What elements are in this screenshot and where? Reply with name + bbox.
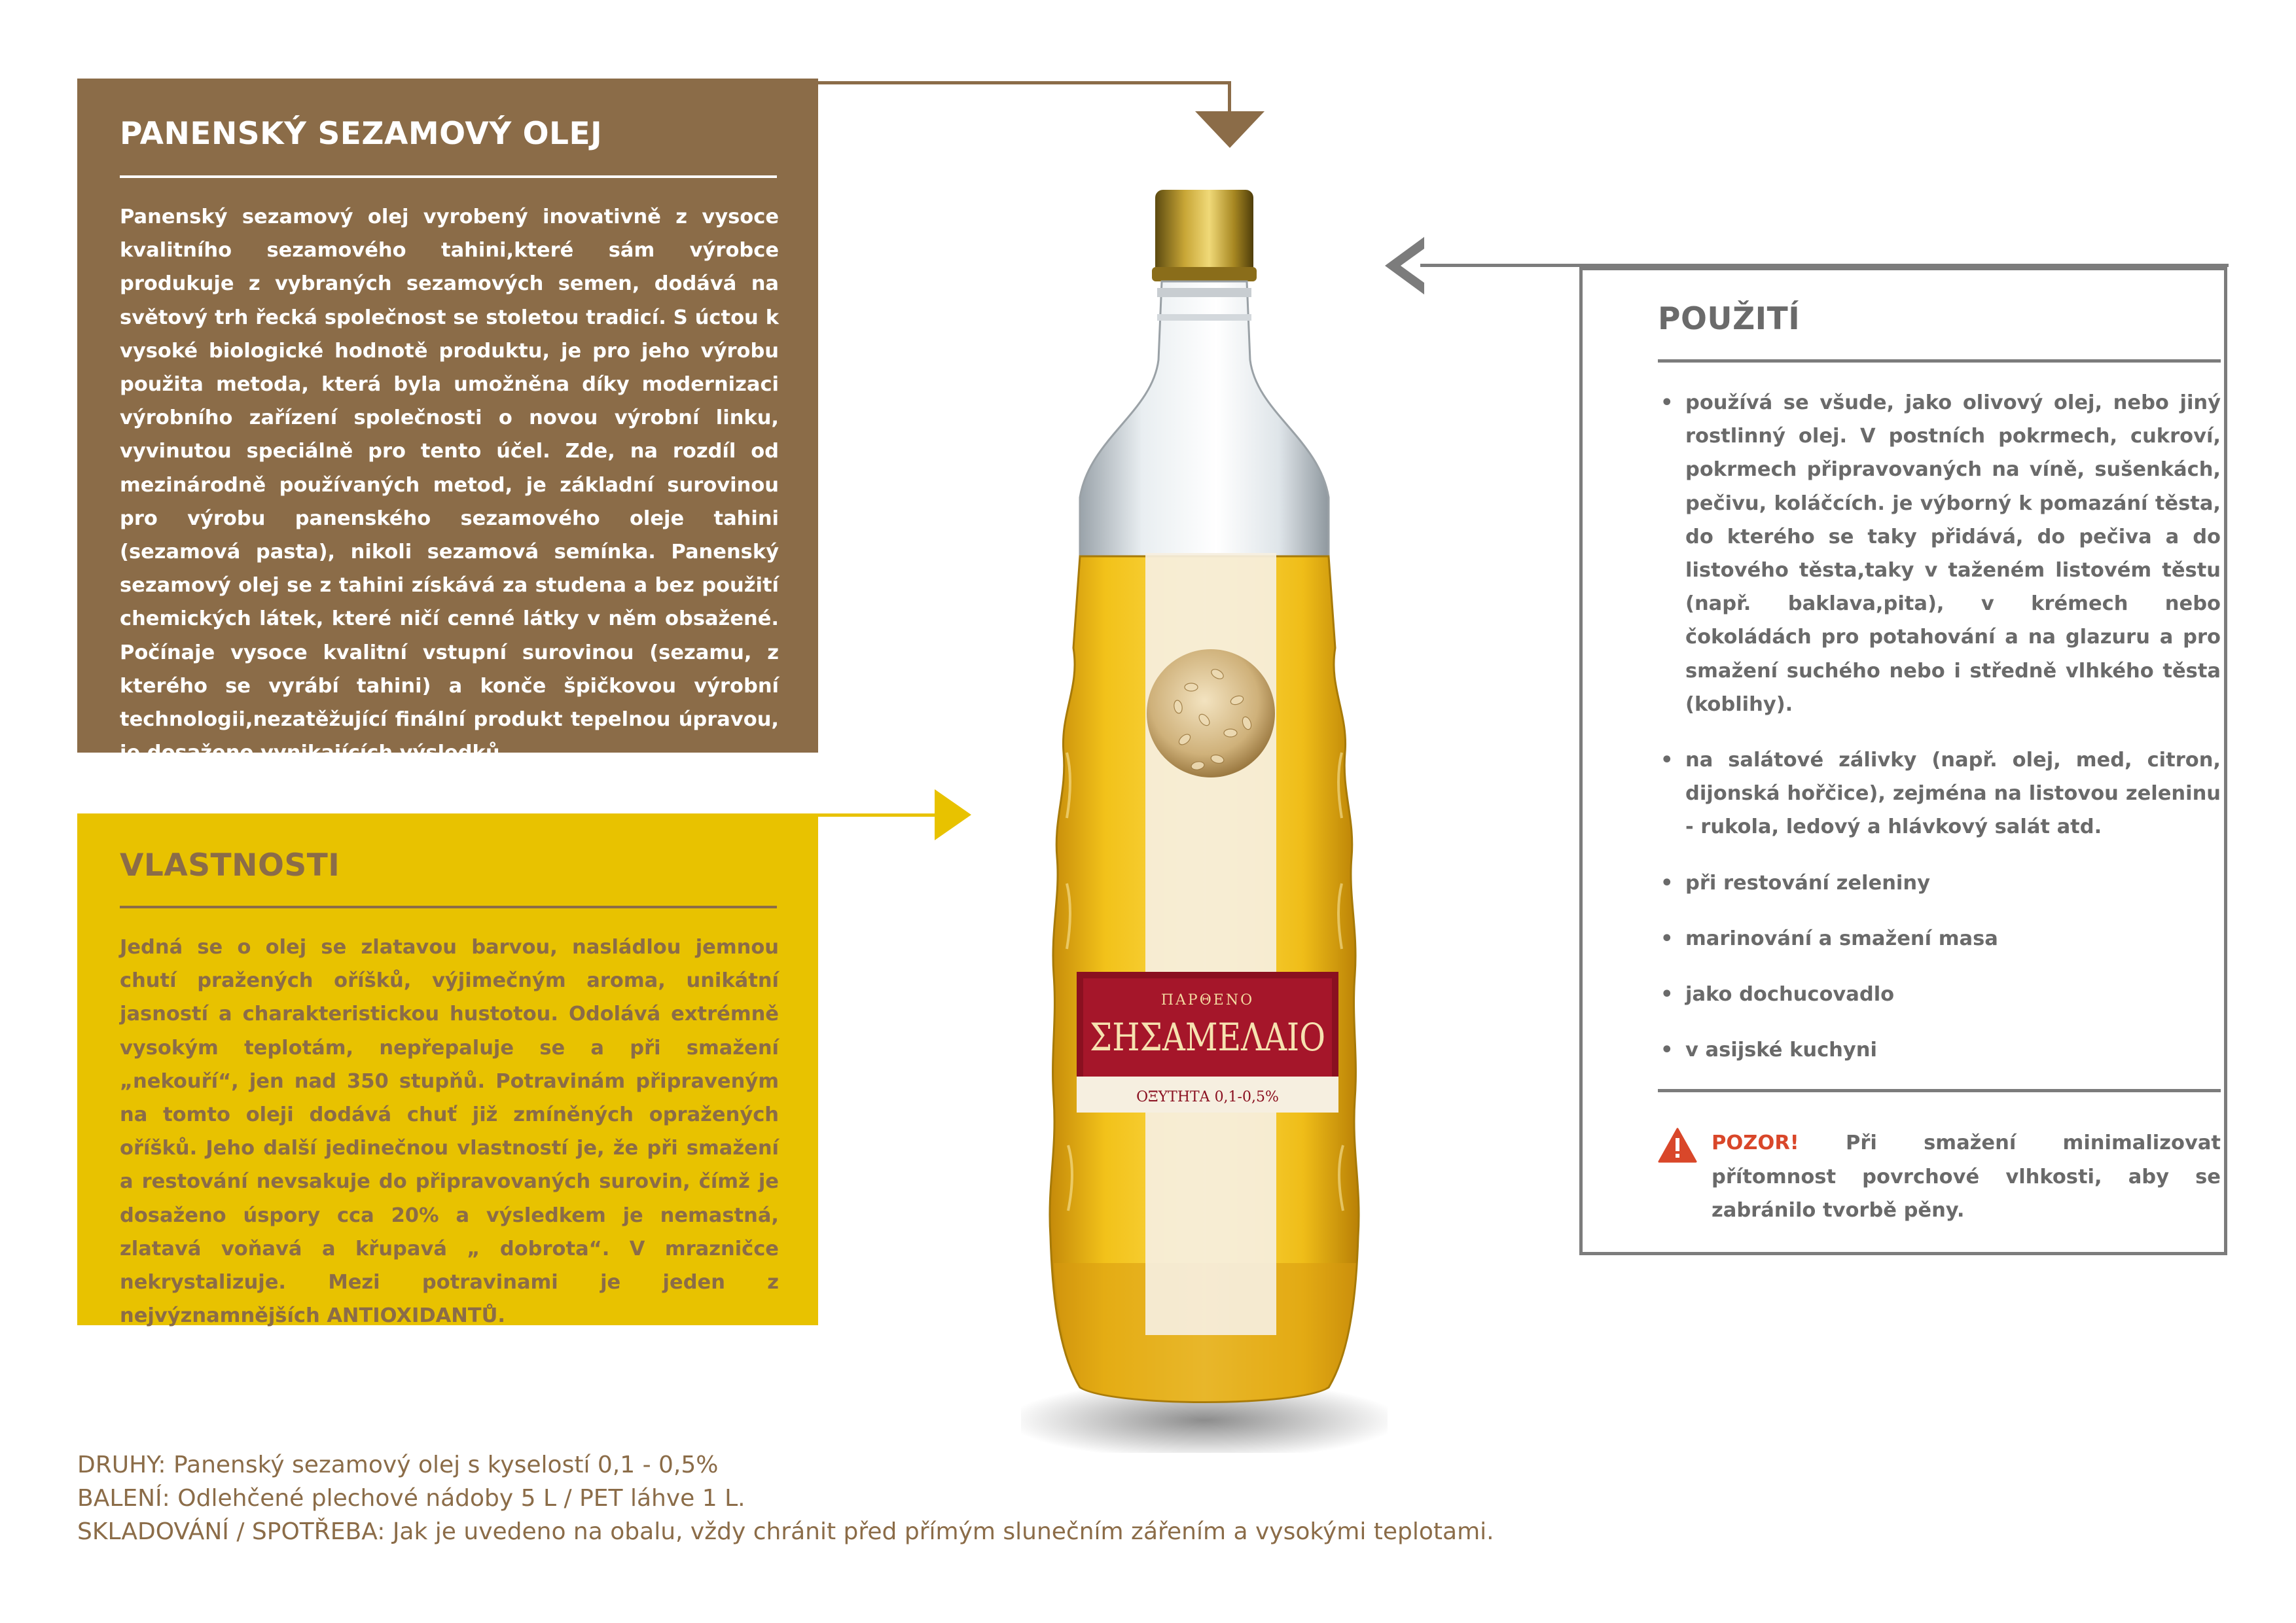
warning-strong: POZOR! [1712,1132,1799,1155]
description-panel [77,79,818,765]
footer-line-storage [77,1515,1494,1548]
label-acidity-text: ΟΞΥΤΗΤΑ 0,1-0,5% [1136,1089,1279,1105]
usage-list-item [1658,386,2221,721]
properties-text-main: Jedná se o olej se zlatavou barvou, nasládlou jemnou chutí pražených oříšků, výjimečným aroma, unikátní jasností a charakteristickou hustotou. Odolává extrémně vysokým teplotám, nepřepaluje se a při smažení „nekouří“, jen nad 350 stupňů. Potravinám připraveným na tomto oleji dodává chuť již zmíněných opražených oříšků. Jeho další jedinečnou vlastností je, že při smažení a restování nevsakuje do připravovaných surovin, čímž je dosaženo úspory cca 20% a výsledkem je nemastná, zlatavá voňavá a křupavá „ dobrota“. V mrazničce nekrystalizuje. Mezi potravinami je jeden z nejvýznamnějších [120,936,779,1328]
properties-text [120,931,779,1332]
usage-list-item [1658,1033,2221,1067]
yellow-connector-horizontal [818,813,936,817]
usage-list [1658,386,2221,1067]
usage-list-item [1658,922,2221,955]
properties-text-strong: ANTIOXIDANTŮ. [327,1304,505,1328]
footer-info [77,1448,1494,1548]
usage-panel [1579,267,2227,1255]
footer-line-types [77,1448,1494,1482]
usage-item-text: jako dochucovadlo [1685,983,1895,1007]
usage-item-text: marinování a smažení masa [1685,927,1998,950]
arrow-right-icon [935,789,971,840]
usage-list-item [1658,978,2221,1011]
brown-connector-horizontal [818,81,1230,84]
bullet-icon: • [1660,983,1674,1007]
oil-bottle-illustration [1021,190,1388,1453]
properties-divider [120,906,777,908]
bullet-icon: • [1660,749,1674,772]
usage-title: POUŽITÍ [1658,301,1801,337]
warning-triangle-icon [1658,1128,1697,1163]
usage-list-item [1658,743,2221,844]
warning-note [1658,1126,2221,1227]
footer-label-storage: SKLADOVÁNÍ / SPOTŘEBA: [77,1518,386,1545]
usage-list-item [1658,866,2221,900]
footer-line-packaging [77,1482,1494,1515]
bullet-icon: • [1660,871,1674,895]
footer-value-types: Panenský sezamový olej s kyselostí 0,1 - 0,5% [166,1452,719,1478]
bullet-icon: • [1660,1039,1674,1062]
footer-value-packaging: Odlehčené plechové nádoby 5 L / PET láhve 1 L. [170,1485,745,1512]
bullet-icon: • [1660,927,1674,950]
usage-item-text: v asijské kuchyni [1685,1039,1877,1062]
usage-item-text: při restování zeleniny [1685,871,1930,895]
properties-panel [77,813,818,1328]
description-text: Panenský sezamový olej vyrobený inovativně z vysoce kvalitního sezamového tahini,které sám výrobce produkuje z vybraných sezamových semen, dodává na světový trh řecká společnost se stoletou tradicí. S úctou k vysoké biologické hodnotě produktu, je pro jeho výrobu použita metoda, která byla umožněna díky modernizaci výrobního zařízení společnosti o novou výrobní linku, vyvinutou speciálně pro tento účel. Zde, na rozdíl od mezinárodně používaných metod, je základní surovinou pro výrobu panenského sezamového oleje tahini (sezamová pasta), nikoli sezamová semínka. Panenský sezamový olej se z tahini získává za studena a bez použití chemických látek, které ničí cenné látky v něm obsažené. Počínaje vysoce kvalitní vstupní surovinou (sezamu, z kterého se vyrábí tahini) a konče špičkovou výrobní technologii,nezatěžující finální produkt tepelnou úpravou, je dosaženo vynikajících výsledků. [120,205,779,765]
usage-item-text: na salátové zálivky (např. olej, med, citron, dijonská hořčice), zejména na listovou zeleninu - rukola, ledový a hlávkový salát atd. [1685,749,2221,839]
properties-title: VLASTNOSTI [120,847,340,883]
arrow-left-icon [1385,237,1424,294]
description-title: PANENSKÝ SEZAMOVÝ OLEJ [120,116,603,152]
usage-divider-top [1658,359,2221,363]
footer-value-storage: Jak je uvedeno na obalu, vždy chránit před přímým slunečním zářením a vysokými teplotami. [385,1518,1494,1545]
footer-label-types: DRUHY: [77,1452,166,1478]
footer-label-packaging: BALENÍ: [77,1485,170,1512]
warning-text: Při smažení minimalizovat přítomnost povrchové vlhkosti, aby se zabránilo tvorbě pěny. [1712,1132,2221,1222]
description-divider [120,175,777,178]
bullet-icon: • [1660,391,1674,414]
label-top-text: ΠΑΡΘΕΝΟ [1160,992,1255,1008]
arrow-down-icon [1195,111,1265,148]
usage-divider-bottom [1658,1089,2221,1092]
usage-item-text: používá se všude, jako olivový olej, nebo jiný rostlinný olej. V postních pokrmech, cukroví, pokrmech připravovaných na víně, sušenkách, pečivu, koláčcích. je výborný k pomazání těsta, do kterého se taky přidává, do pečiva a do listového těsta,taky v taženém listovém těstu (např. baklava,pita), v krémech nebo čokoládách pro potahování a na glazuru a pro smažení suchého nebo i středně vlhkého těsta (koblihy). [1685,391,2221,716]
label-brand-text: ΣΗΣΑΜΕΛΑΙΟ [1090,1015,1325,1060]
